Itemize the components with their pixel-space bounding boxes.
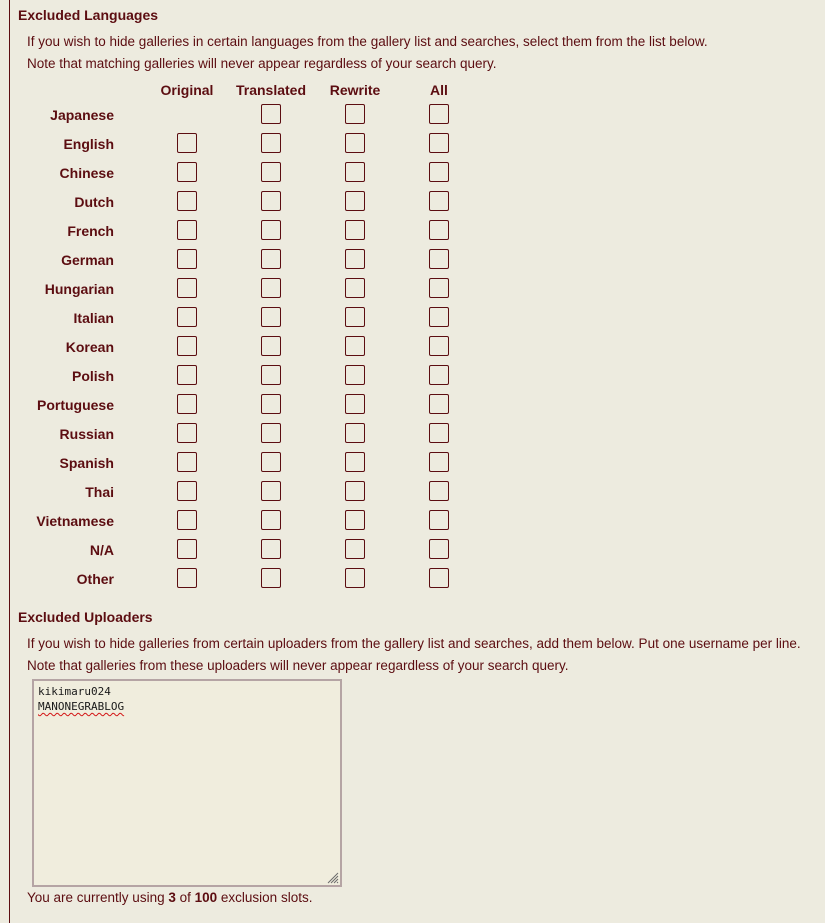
- language-label-italian: Italian: [73, 310, 114, 326]
- checkbox-polish-rewrite[interactable]: [345, 365, 365, 385]
- checkbox-portuguese-all[interactable]: [429, 394, 449, 414]
- checkbox-spanish-original[interactable]: [177, 452, 197, 472]
- checkbox-vietnamese-rewrite[interactable]: [345, 510, 365, 530]
- status-prefix: You are currently using: [27, 890, 169, 905]
- checkbox-japanese-all[interactable]: [429, 104, 449, 124]
- checkbox-japanese-translated[interactable]: [261, 104, 281, 124]
- language-label-english: English: [63, 136, 114, 152]
- checkbox-dutch-translated[interactable]: [261, 191, 281, 211]
- checkbox-thai-all[interactable]: [429, 481, 449, 501]
- uploader-line: [38, 684, 336, 699]
- checkbox-german-rewrite[interactable]: [345, 249, 365, 269]
- checkbox-korean-translated[interactable]: [261, 336, 281, 356]
- status-suffix: exclusion slots.: [217, 890, 313, 905]
- checkbox-english-all[interactable]: [429, 133, 449, 153]
- column-header-all: All: [430, 82, 448, 98]
- checkbox-korean-rewrite[interactable]: [345, 336, 365, 356]
- checkbox-portuguese-original[interactable]: [177, 394, 197, 414]
- checkbox-other-rewrite[interactable]: [345, 568, 365, 588]
- excluded-uploaders-description-2: Note that galleries from these uploaders will never appear regardless of your search query.: [27, 658, 569, 673]
- checkbox-thai-original[interactable]: [177, 481, 197, 501]
- language-label-russian: Russian: [59, 426, 114, 442]
- checkbox-dutch-rewrite[interactable]: [345, 191, 365, 211]
- excluded-languages-description-1: If you wish to hide galleries in certain languages from the gallery list and searches, select them from the list below.: [27, 34, 708, 49]
- uploader-entry: kikimaru024: [38, 685, 111, 698]
- checkbox-hungarian-original[interactable]: [177, 278, 197, 298]
- checkbox-polish-original[interactable]: [177, 365, 197, 385]
- checkbox-spanish-rewrite[interactable]: [345, 452, 365, 472]
- language-label-other: Other: [76, 571, 114, 587]
- checkbox-german-translated[interactable]: [261, 249, 281, 269]
- checkbox-spanish-translated[interactable]: [261, 452, 281, 472]
- language-label-korean: Korean: [65, 339, 114, 355]
- checkbox-korean-original[interactable]: [177, 336, 197, 356]
- checkbox-russian-original[interactable]: [177, 423, 197, 443]
- checkbox-n-a-all[interactable]: [429, 539, 449, 559]
- uploader-entry: MANONEGRABLOG: [38, 700, 125, 713]
- slots-total-count: 100: [194, 890, 218, 905]
- excluded-languages-title: Excluded Languages: [18, 7, 159, 23]
- checkbox-other-all[interactable]: [429, 568, 449, 588]
- slots-used-count: 3: [168, 890, 176, 905]
- checkbox-french-all[interactable]: [429, 220, 449, 240]
- language-label-french: French: [67, 223, 114, 239]
- language-label-spanish: Spanish: [59, 455, 114, 471]
- checkbox-hungarian-all[interactable]: [429, 278, 449, 298]
- language-label-hungarian: Hungarian: [44, 281, 114, 297]
- checkbox-french-original[interactable]: [177, 220, 197, 240]
- language-label-portuguese: Portuguese: [36, 397, 114, 413]
- checkbox-chinese-rewrite[interactable]: [345, 162, 365, 182]
- checkbox-italian-all[interactable]: [429, 307, 449, 327]
- checkbox-french-rewrite[interactable]: [345, 220, 365, 240]
- checkbox-portuguese-translated[interactable]: [261, 394, 281, 414]
- checkbox-english-translated[interactable]: [261, 133, 281, 153]
- column-header-translated: Translated: [235, 82, 307, 98]
- column-header-rewrite: Rewrite: [329, 82, 381, 98]
- checkbox-chinese-translated[interactable]: [261, 162, 281, 182]
- language-label-dutch: Dutch: [74, 194, 114, 210]
- checkbox-english-rewrite[interactable]: [345, 133, 365, 153]
- checkbox-chinese-all[interactable]: [429, 162, 449, 182]
- checkbox-vietnamese-all[interactable]: [429, 510, 449, 530]
- checkbox-portuguese-rewrite[interactable]: [345, 394, 365, 414]
- checkbox-italian-translated[interactable]: [261, 307, 281, 327]
- checkbox-german-all[interactable]: [429, 249, 449, 269]
- checkbox-n-a-translated[interactable]: [261, 539, 281, 559]
- checkbox-vietnamese-translated[interactable]: [261, 510, 281, 530]
- resize-grip-icon[interactable]: [325, 870, 339, 884]
- excluded-uploaders-title: Excluded Uploaders: [18, 609, 153, 625]
- checkbox-russian-all[interactable]: [429, 423, 449, 443]
- checkbox-french-translated[interactable]: [261, 220, 281, 240]
- checkbox-russian-translated[interactable]: [261, 423, 281, 443]
- checkbox-spanish-all[interactable]: [429, 452, 449, 472]
- checkbox-japanese-rewrite[interactable]: [345, 104, 365, 124]
- language-label-thai: Thai: [85, 484, 114, 500]
- checkbox-german-original[interactable]: [177, 249, 197, 269]
- excluded-languages-description-2: Note that matching galleries will never appear regardless of your search query.: [27, 56, 497, 71]
- checkbox-vietnamese-original[interactable]: [177, 510, 197, 530]
- checkbox-other-original[interactable]: [177, 568, 197, 588]
- checkbox-dutch-original[interactable]: [177, 191, 197, 211]
- language-label-german: German: [61, 252, 114, 268]
- exclusion-slots-status: [27, 890, 312, 905]
- status-middle: of: [175, 890, 195, 905]
- language-label-vietnamese: Vietnamese: [36, 513, 114, 529]
- language-label-japanese: Japanese: [50, 107, 114, 123]
- checkbox-polish-translated[interactable]: [261, 365, 281, 385]
- uploader-line: [38, 699, 336, 714]
- language-label-n-a: N/A: [89, 542, 114, 558]
- checkbox-n-a-rewrite[interactable]: [345, 539, 365, 559]
- left-border: [9, 0, 10, 923]
- checkbox-chinese-original[interactable]: [177, 162, 197, 182]
- excluded-uploaders-textarea[interactable]: [32, 679, 342, 887]
- checkbox-italian-rewrite[interactable]: [345, 307, 365, 327]
- checkbox-n-a-original[interactable]: [177, 539, 197, 559]
- checkbox-hungarian-translated[interactable]: [261, 278, 281, 298]
- checkbox-other-translated[interactable]: [261, 568, 281, 588]
- checkbox-thai-rewrite[interactable]: [345, 481, 365, 501]
- checkbox-thai-translated[interactable]: [261, 481, 281, 501]
- checkbox-russian-rewrite[interactable]: [345, 423, 365, 443]
- checkbox-polish-all[interactable]: [429, 365, 449, 385]
- checkbox-english-original[interactable]: [177, 133, 197, 153]
- column-header-original: Original: [160, 82, 214, 98]
- checkbox-korean-all[interactable]: [429, 336, 449, 356]
- excluded-uploaders-description-1: If you wish to hide galleries from certain uploaders from the gallery list and searches, add them below. Put one username per line.: [27, 636, 801, 651]
- language-label-polish: Polish: [71, 368, 114, 384]
- language-label-chinese: Chinese: [59, 165, 114, 181]
- checkbox-hungarian-rewrite[interactable]: [345, 278, 365, 298]
- checkbox-dutch-all[interactable]: [429, 191, 449, 211]
- checkbox-italian-original[interactable]: [177, 307, 197, 327]
